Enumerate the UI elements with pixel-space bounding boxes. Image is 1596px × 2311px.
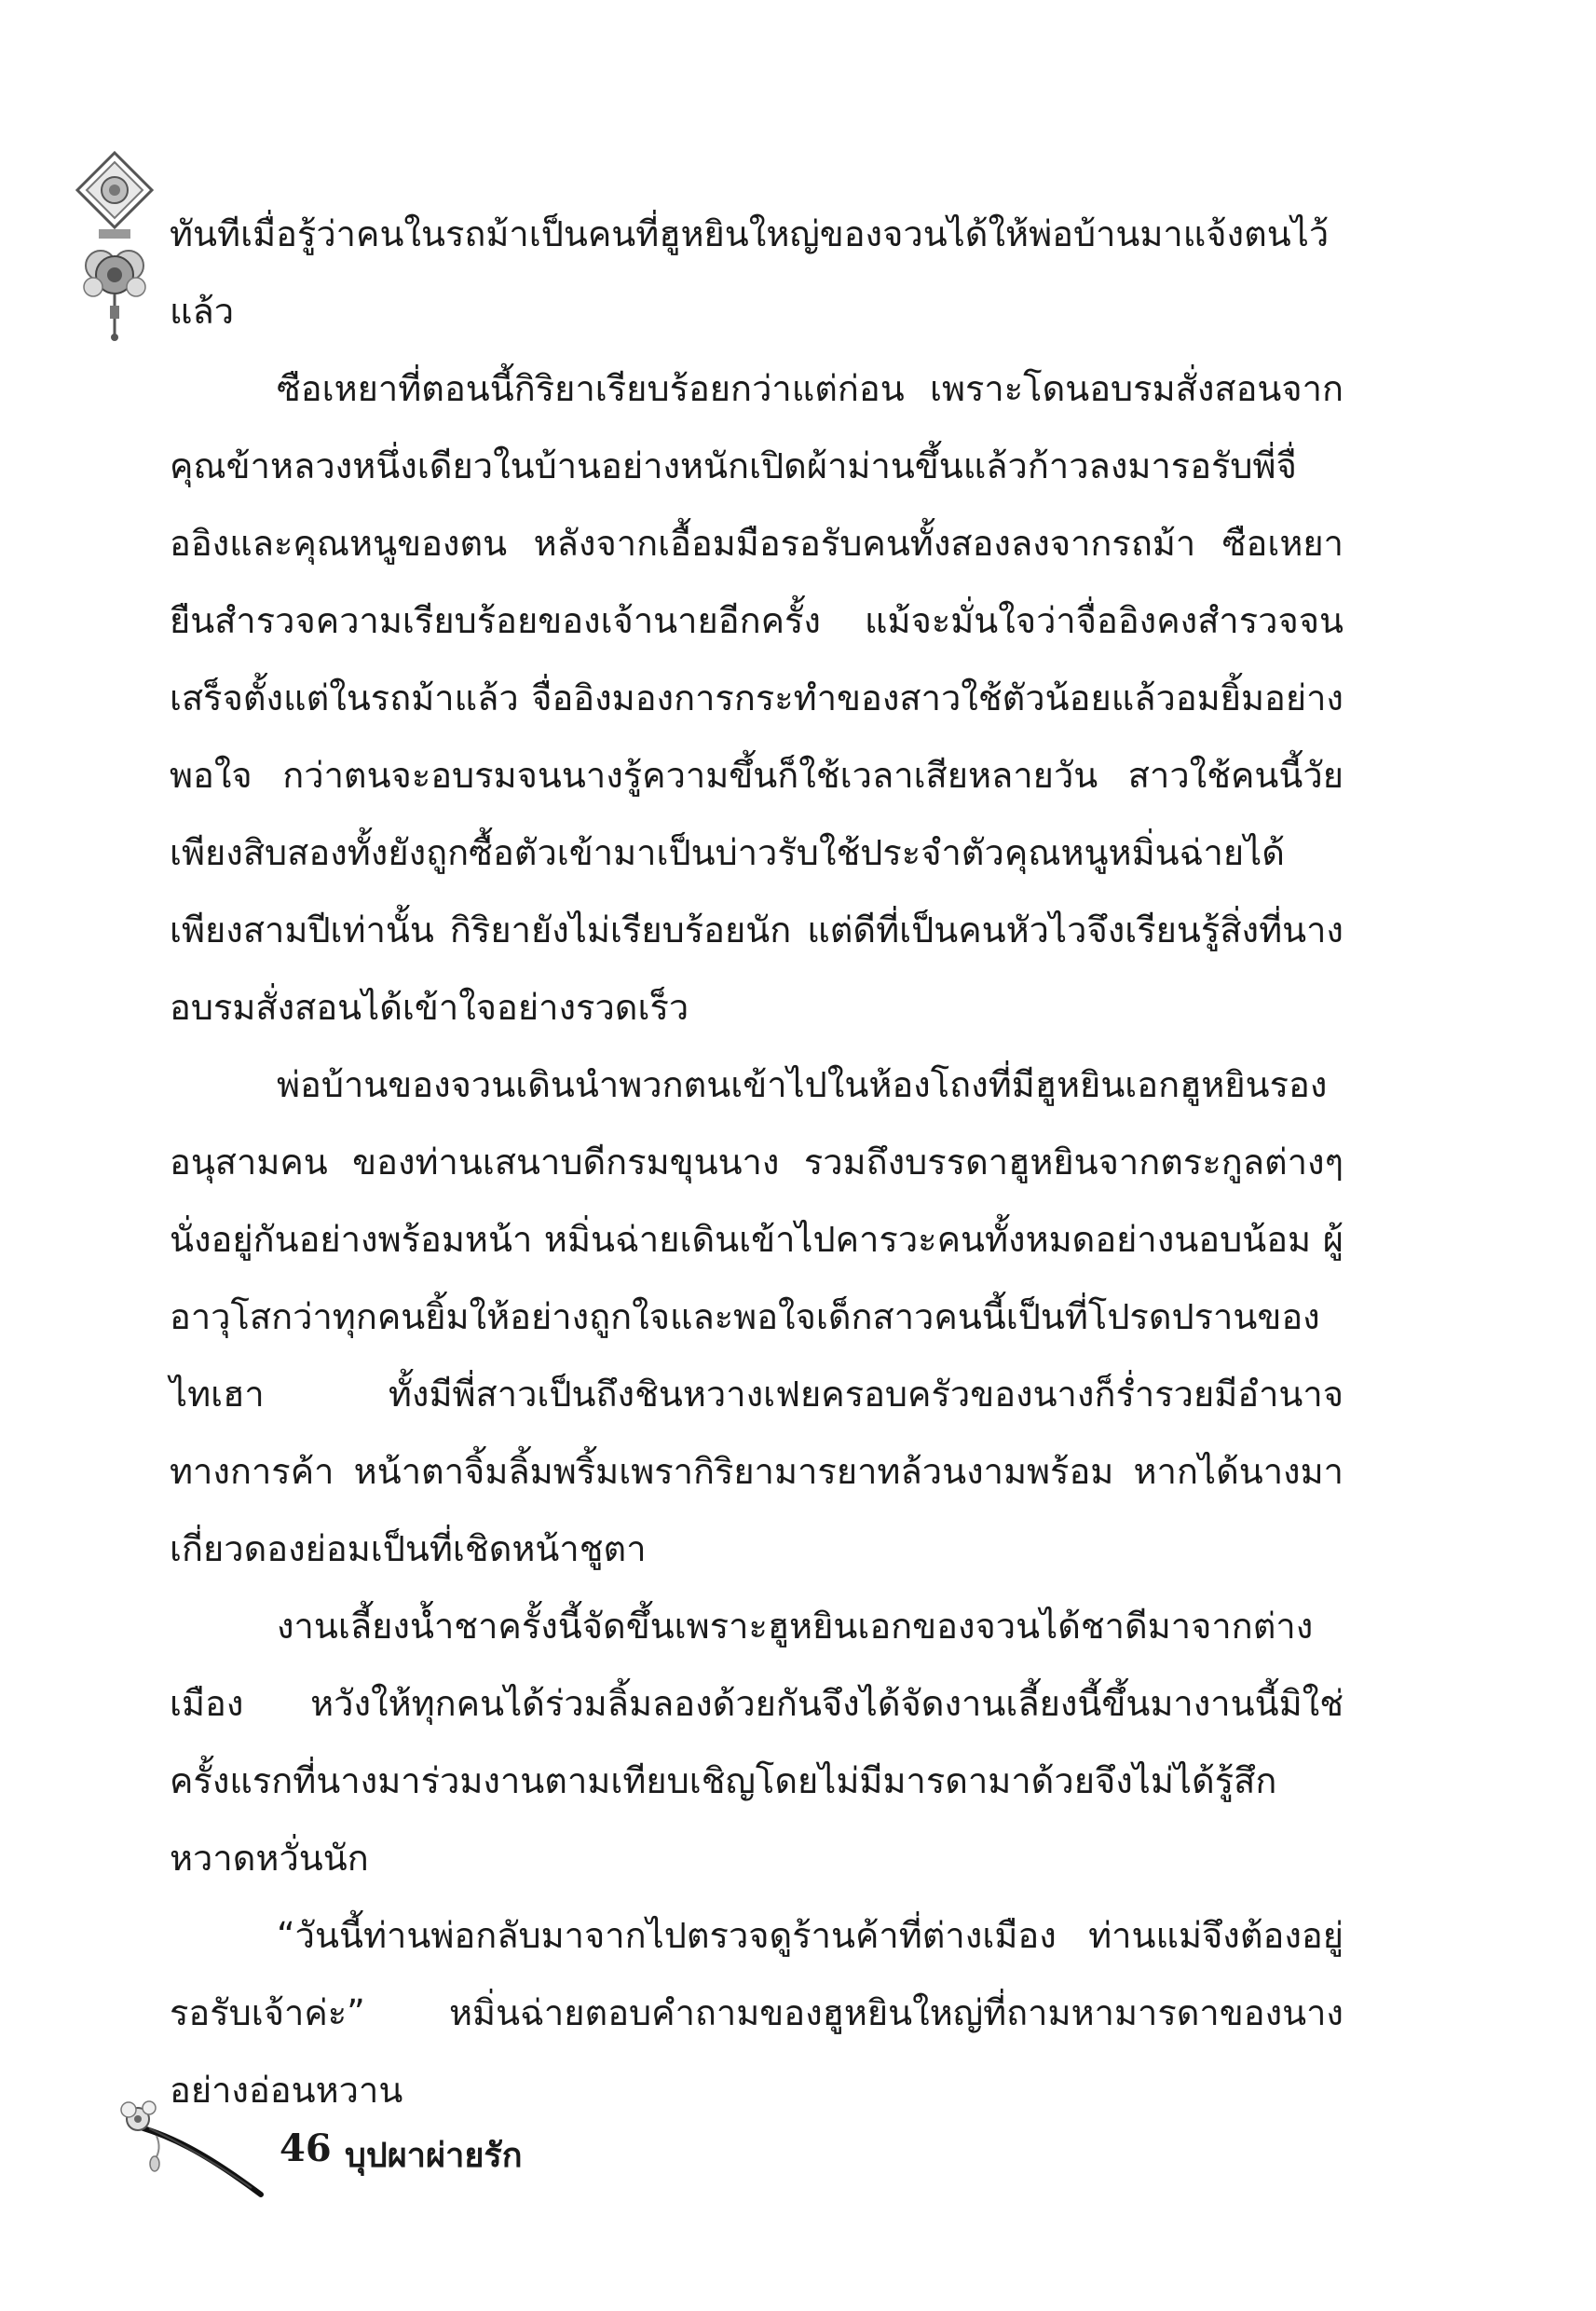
lantern-flower-ornament-icon (63, 149, 166, 345)
page-footer (112, 2087, 671, 2199)
page-number: 46 (280, 2126, 332, 2170)
paragraph-5: “วันนี้ท่านพ่อกลับมาจากไปตรวจดูร้านค้าที่ต่างเมือง ท่านแม่จึงต้องอยู่รอรับเจ้าค่ะ” หมิ่นฉ่ายตอบคำถามของฮูหยินใหญ่ที่ถามหามารดาของนางอย่างอ่อนหวาน (170, 1915, 1344, 2111)
paragraph-1: ทันทีเมื่อรู้ว่าคนในรถม้าเป็นคนที่ฮูหยินใหญ่ของจวนได้ให้พ่อบ้านมาแจ้งตนไว้แล้ว (170, 213, 1330, 332)
book-title: บุปผาผ่ายรัก (345, 2136, 523, 2175)
paragraph-2: ซือเหยาที่ตอนนี้กิริยาเรียบร้อยกว่าแต่ก่อน เพราะโดนอบรมสั่งสอนจากคุณข้าหลวงหนึ่งเดียวในบ้านอย่างหนักเปิดผ้าม่านขึ้นแล้วก้าวลงมารอรับพี่จื่ออิงและคุณหนูของตน หลังจากเอื้อมมือรอรับคนทั้งสองลงจากรถม้า ซือเหยายืนสำรวจความเรียบร้อยของเจ้านายอีกครั้ง แม้จะมั่นใจว่าจื่ออิงคงสำรวจจนเสร็จตั้งแต่ในรถม้าแล้ว จื่ออิงมองการกระทำของสาวใช้ตัวน้อยแล้วอมยิ้มอย่างพอใจ กว่าตนจะอบรมจนนางรู้ความขึ้นก็ใช้เวลาเสียหลายวัน สาวใช้คนนี้วัยเพียงสิบสองทั้งยังถูกซื้อตัวเข้ามาเป็นบ่าวรับใช้ประจำตัวคุณหนูหมิ่นฉ่ายได้เพียงสามปีเท่านั้น กิริยายังไม่เรียบร้อยนัก แต่ดีที่เป็นคนหัวไวจึงเรียนรู้สิ่งที่นางอบรมสั่งสอนได้เข้าใจอย่างรวดเร็ว (170, 368, 1344, 1028)
body-text (170, 196, 1344, 2129)
paragraph-4: งานเลี้ยงน้ำชาครั้งนี้จัดขึ้นเพราะฮูหยินเอกของจวนได้ชาดีมาจากต่างเมือง หวังให้ทุกคนได้ร่วมลิ้มลองด้วยกันจึงได้จัดงานเลี้ยงนี้ขึ้นมางานนี้มิใช่ครั้งแรกที่นางมาร่วมงานตามเทียบเชิญโดยไม่มีมารดามาด้วยจึงไม่ได้รู้สึกหวาดหวั่นนัก (170, 1606, 1344, 1879)
paragraph-3: พ่อบ้านของจวนเดินนำพวกตนเข้าไปในห้องโถงที่มีฮูหยินเอกฮูหยินรอง อนุสามคน ของท่านเสนาบดีกรมขุนนาง รวมถึงบรรดาฮูหยินจากตระกูลต่างๆ นั่งอยู่กันอย่างพร้อมหน้า หมิ่นฉ่ายเดินเข้าไปคารวะคนทั้งหมดอย่างนอบน้อม ผู้อาวุโสกว่าทุกคนยิ้มให้อย่างถูกใจและพอใจเด็กสาวคนนี้เป็นที่โปรดปรานของไทเฮา ทั้งมีพี่สาวเป็นถึงชินหวางเฟยครอบครัวของนางก็ร่ำรวยมีอำนาจทางการค้า หน้าตาจิ้มลิ้มพริ้มเพรากิริยามารยาทล้วนงามพร้อม หากได้นางมาเกี่ยวดองย่อมเป็นที่เชิดหน้าชูตา (170, 1064, 1344, 1569)
flower-branch-icon (112, 2087, 298, 2199)
